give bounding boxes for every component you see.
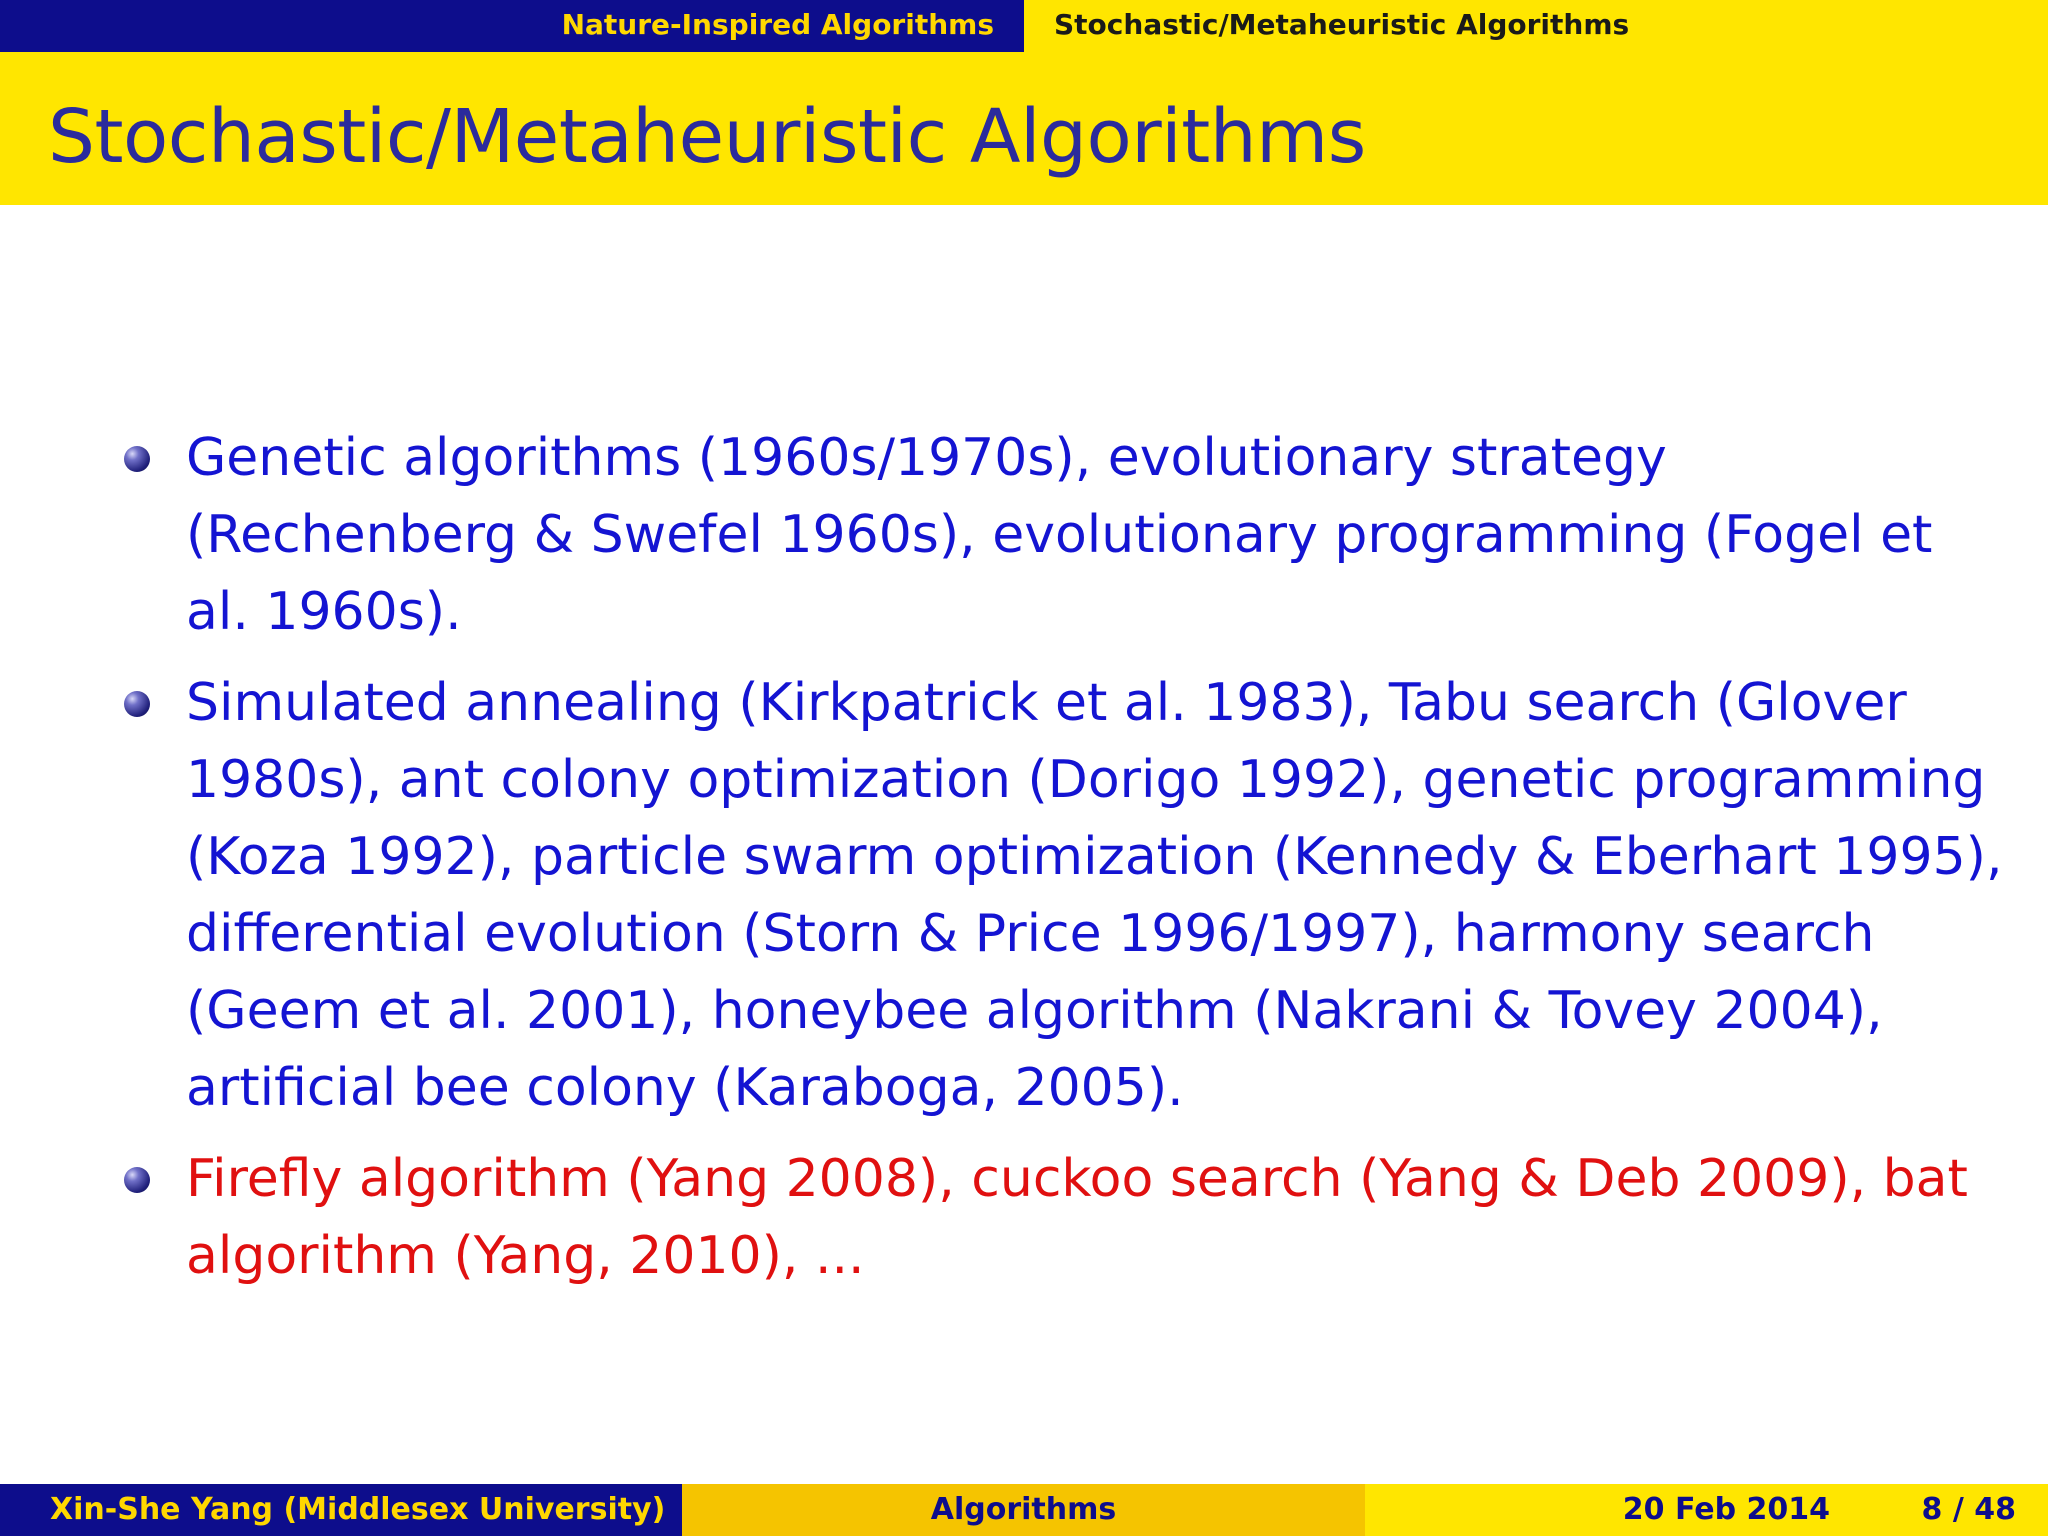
footer-info-panel xyxy=(1365,1484,2048,1536)
nav-section-stochastic[interactable]: Stochastic/Metaheuristic Algorithms xyxy=(1054,8,1630,41)
page-number: 8 / 48 xyxy=(1921,1492,2016,1527)
bullet-ball-icon xyxy=(124,691,150,717)
bullet-text: Firefly algorithm (Yang 2008), cuckoo search (Yang & Deb 2009), bat algorithm (Yang, 2010), ... xyxy=(186,1149,1968,1286)
slide-footer xyxy=(0,1484,2048,1536)
nav-section-nature-inspired[interactable]: Nature-Inspired Algorithms xyxy=(561,8,994,41)
bullet-text: Simulated annealing (Kirkpatrick et al. 1983), Tabu search (Glover 1980s), ant colony optimization (Dorigo 1992), genetic programming (Koza 1992), particle swarm optimization (Kennedy & Eberhart 1995), differential evolution (Storn & Price 1996/1997), harmony search (Geem et al. 2001), honeybee algorithm (Nakrani & Tovey 2004), artificial bee colony (Karaboga, 2005). xyxy=(186,673,2003,1118)
footer-author: Xin-She Yang (Middlesex University) xyxy=(50,1492,666,1527)
slide-title: Stochastic/Metaheuristic Algorithms xyxy=(48,94,1366,180)
footer-title-panel xyxy=(682,1484,1365,1536)
title-band xyxy=(0,52,2048,205)
bullet-item-swarm-algorithms xyxy=(0,665,2048,1127)
footer-short-title: Algorithms xyxy=(930,1492,1117,1527)
bullet-ball-icon xyxy=(124,446,150,472)
bullet-item-classic-algorithms xyxy=(0,420,2048,651)
footer-date: 20 Feb 2014 xyxy=(1622,1492,1830,1527)
footer-author-panel xyxy=(0,1484,682,1536)
bullet-item-recent-algorithms xyxy=(0,1141,2048,1295)
bullet-text: Genetic algorithms (1960s/1970s), evolutionary strategy (Rechenberg & Swefel 1960s), evolutionary programming (Fogel et al. 1960s). xyxy=(186,428,1933,642)
bullet-ball-icon xyxy=(124,1167,150,1193)
top-navigation-bar xyxy=(0,0,2048,52)
slide-content xyxy=(0,420,2048,1309)
bullet-list xyxy=(0,420,2048,1295)
